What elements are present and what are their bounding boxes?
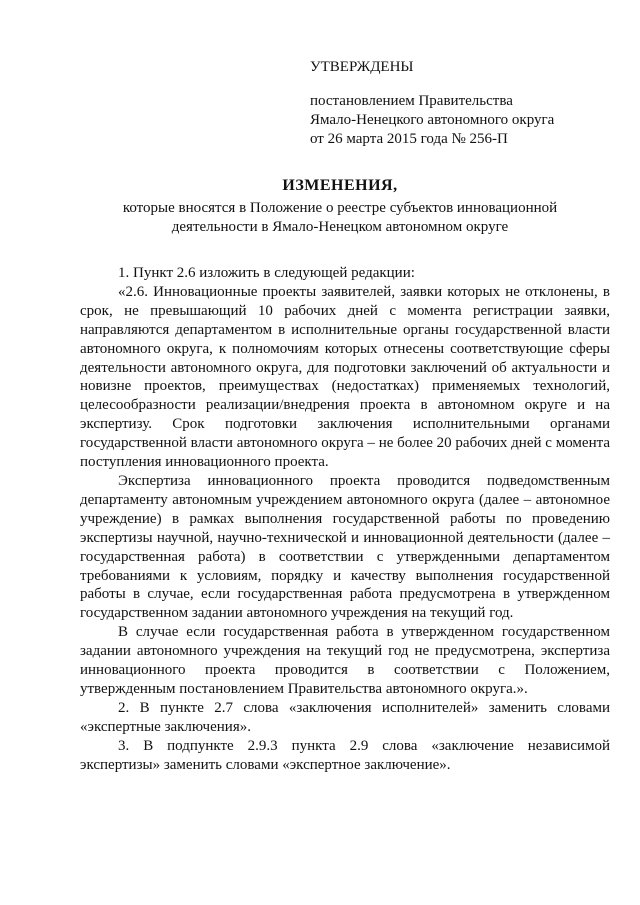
approval-heading: УТВЕРЖДЕНЫ xyxy=(310,59,414,75)
approval-line: Ямало-Ненецкого автономного округа xyxy=(310,112,555,128)
paragraph: В случае если государственная работа в утвержденном государственном задании автономного учреждения на текущий год не предусмотрена, экспертиза инновационного проекта проводится в соответствии с Положением, утвержденным постановлением Правительства автономного округа.». xyxy=(80,624,610,697)
document-body xyxy=(80,264,610,774)
paragraph: 3. В подпункте 2.9.3 пункта 2.9 слова «заключение независимой экспертизы» заменить словами «экспертное заключение». xyxy=(80,737,610,773)
paragraph: Экспертиза инновационного проекта проводится подведомственным департаменту автономным учреждением автономного округа (далее – автономное учреждение) в рамках выполнения государственной работы по проведению экспертизы научной, научно-технической и инновационной деятельности (далее – государственная работа) в соответствии с утвержденными департаментом требованиями к условиям, порядку и качеству выполнения государственной работы в случае, если государственная работа предусмотрена в утвержденном государственном задании автономного учреждения на текущий год. xyxy=(80,472,610,622)
paragraph: 2. В пункте 2.7 слова «заключения исполнителей» заменить словами «экспертные заключения». xyxy=(80,699,610,735)
document-title: ИЗМЕНЕНИЯ, xyxy=(282,177,398,194)
title-block xyxy=(80,176,600,237)
document-subtitle: которые вносятся в Положение о реестре субъектов инновационной деятельности в Ямало-Ненецком автономном округе xyxy=(122,200,558,235)
approval-line: от 26 марта 2015 года № 256-П xyxy=(310,131,508,147)
approval-block xyxy=(310,58,620,149)
approval-line: постановлением Правительства xyxy=(310,93,513,109)
paragraph: 1. Пункт 2.6 изложить в следующей редакции: xyxy=(118,265,415,281)
paragraph: «2.6. Инновационные проекты заявителей, заявки которых не отклонены, в срок, не превышающий 10 рабочих дней с момента регистрации заявки, направляются департаментом в исполнительные органы государственной власти автономного округа, к полномочиям которых отнесены соответствующие сферы деятельности автономного округа, для подготовки заключений об актуальности и новизне проектов, преимуществах (недостатках) применяемых технологий, целесообразности реализации/внедрения проекта в автономном округе и на экспертизу. Срок подготовки заключения исполнительными органами государственной власти автономного округа – не более 20 рабочих дней с момента поступления инновационного проекта. xyxy=(80,283,610,471)
